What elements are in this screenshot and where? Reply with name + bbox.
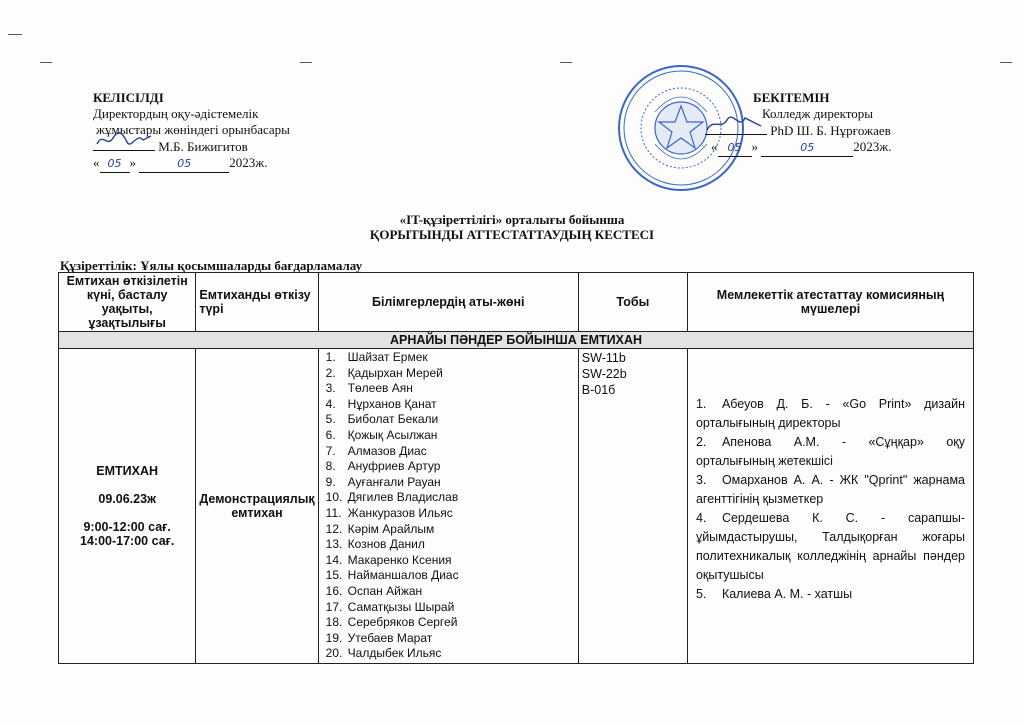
scan-line	[40, 62, 52, 63]
section-row	[59, 332, 974, 349]
approval-left-signer: М.Б. Бижигитов	[158, 139, 248, 154]
students-cell	[318, 349, 578, 664]
approval-right-signer: PhD Ш. Б. Нұрғожаев	[770, 123, 891, 138]
heading-line2: ҚОРЫТЫНДЫ АТТЕСТАТТАУДЫҢ КЕСТЕСІ	[369, 227, 655, 242]
list-item: 2. Қадырхан Мерей	[325, 365, 443, 380]
list-item: 4. Нұрханов Қанат	[325, 396, 437, 411]
approval-right	[705, 90, 891, 157]
approval-left-signature-row	[93, 138, 290, 155]
list-item: 11. Жанкуразов Ильяс	[325, 505, 453, 520]
header-students: Білімгерлердің аты-жөні	[318, 273, 578, 332]
header-group: Тобы	[578, 273, 687, 332]
scan-line	[1000, 62, 1012, 63]
list-item: 7. Алмазов Диас	[325, 443, 427, 458]
approval-left-line1: Директордың оқу-әдістемелік	[93, 106, 259, 121]
signature-image	[705, 122, 767, 135]
group-item: B-01б	[581, 383, 616, 397]
approval-right-title: БЕКІТЕМІН	[753, 90, 830, 105]
table-row	[59, 349, 974, 664]
approval-left-line2: жұмыстары жөніндегі орынбасары	[96, 122, 290, 137]
scan-line	[8, 34, 22, 35]
list-item: 9. Ауғанғали Рауан	[325, 474, 441, 489]
list-item: 5. Биболат Бекали	[325, 412, 439, 427]
approval-left-day: 05	[100, 156, 130, 173]
commission-member: 3. Омарханов А. А. - ЖК "Qprint" жарнама агенттігінің қызметкер	[695, 473, 965, 506]
header-exam-type: Емтиханды өткізу түрі	[196, 273, 318, 332]
list-item: 17. Саматқызы Шырай	[325, 599, 455, 614]
header-commission: Мемлекеттік атестаттау комисияның мүшелері	[687, 273, 973, 332]
schedule-table	[58, 272, 974, 664]
approval-left-date: « 05 » 05 2023ж.	[93, 155, 290, 173]
signature-image	[93, 138, 155, 151]
scan-line	[300, 62, 312, 63]
exam-time-1: 9:00-12:00 сағ.	[83, 519, 171, 534]
exam-label: ЕМТИХАН	[96, 463, 159, 478]
header-exam-date: Емтихан өткізілетін күні, басталу уақыты, ұзақтылығы	[59, 273, 196, 332]
list-item: 3. Төлеев Аян	[325, 381, 413, 396]
list-item: 16. Оспан Айжан	[325, 583, 423, 598]
approval-right-day: 05	[718, 140, 752, 157]
exam-date-cell	[59, 349, 196, 664]
section-title: АРНАЙЫ ПӘНДЕР БОЙЫНША ЕМТИХАН	[59, 332, 974, 349]
list-item: 8. Ануфриев Артур	[325, 459, 441, 474]
student-list	[322, 350, 575, 662]
specialty-label: Құзіреттілік: Ұялы қосымшаларды бағдарламалау	[60, 258, 363, 273]
group-item: SW-22b	[581, 367, 627, 381]
approval-right-date: « 05 » 05 2023ж.	[705, 139, 891, 157]
exam-time-2: 14:00-17:00 сағ.	[80, 533, 175, 548]
exam-type-cell: Демонстрациялық емтихан	[196, 349, 318, 664]
commission-cell	[687, 349, 973, 664]
heading-line1: «IT-құзіреттілігі» орталығы бойынша	[399, 212, 625, 227]
approval-left-year: 2023ж.	[229, 155, 268, 170]
commission-member: 4. Сердешева К. С. - сарапшы-ұйымдастырушы, Талдықорған жоғары политехникалық колледжінің арнайы пәндер оқытушысы	[695, 511, 965, 582]
list-item: 19. Утебаев Марат	[325, 630, 433, 645]
commission-member: 2. Апенова А.М. - «Сұңқар» оқу орталығының жетекшісі	[695, 435, 965, 468]
list-item: 12. Кәрім Арайлым	[325, 521, 435, 536]
group-item: SW-11b	[581, 351, 626, 365]
approval-left	[93, 90, 290, 173]
list-item: 13. Кознов Данил	[325, 537, 425, 552]
table-header-row	[59, 273, 974, 332]
approval-right-line1: Колледж директоры	[762, 106, 874, 121]
approval-left-title: КЕЛІСІЛДІ	[93, 90, 164, 105]
commission-member: 5. Калиева А. М. - хатшы	[695, 587, 853, 601]
approval-right-signature-row	[705, 122, 891, 139]
list-item: 20. Чалдыбек Ильяс	[325, 646, 442, 661]
list-item: 10. Дягилев Владислав	[325, 490, 459, 505]
approval-right-month: 05	[761, 140, 853, 157]
list-item: 15. Найманшалов Диас	[325, 568, 459, 583]
approval-right-year: 2023ж.	[853, 139, 892, 154]
commission-member: 1. Абеуов Д. Б. - «Go Print» дизайн орталығының директоры	[695, 397, 965, 430]
exam-date: 09.06.23ж	[98, 491, 156, 506]
list-item: 14. Макаренко Ксения	[325, 552, 452, 567]
scan-line	[560, 62, 572, 63]
list-item: 6. Қожық Асылжан	[325, 427, 438, 442]
approval-left-month: 05	[139, 156, 229, 173]
groups-cell	[578, 349, 687, 664]
list-item: 18. Серебряков Сергей	[325, 615, 458, 630]
list-item: 1. Шайзат Ермек	[325, 350, 428, 364]
